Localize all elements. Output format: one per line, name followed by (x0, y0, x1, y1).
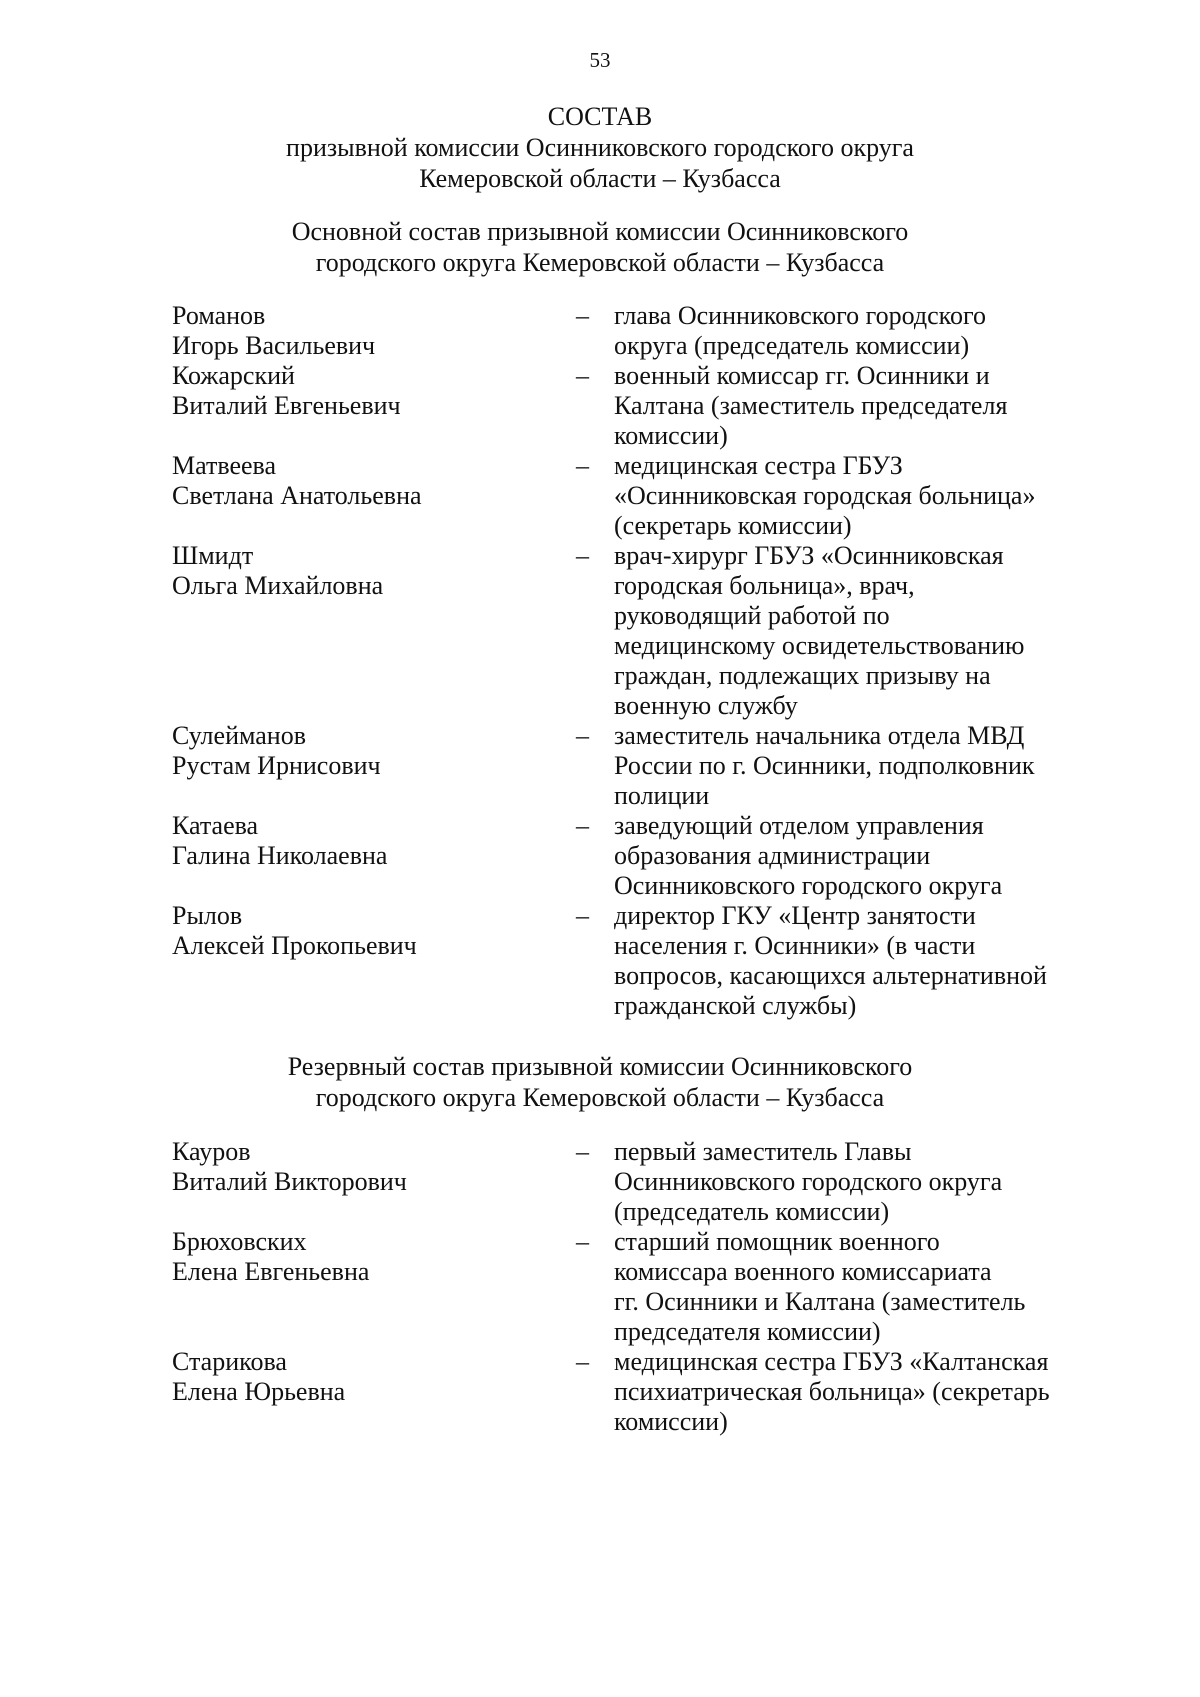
member-role (614, 451, 1094, 541)
member-dash: – (576, 1227, 589, 1256)
member-entry (0, 1347, 1200, 1437)
member-role-line: населения г. Осинники» (в части (614, 931, 976, 960)
main-section-heading (0, 216, 1200, 278)
member-name (172, 301, 552, 361)
member-entry (0, 811, 1200, 901)
member-role-line: граждан, подлежащих призыву на (614, 661, 991, 690)
main-heading-line-2: городского округа Кемеровской области – Кузбасса (315, 248, 885, 277)
member-dash: – (576, 451, 589, 480)
member-role-line: Калтана (заместитель председателя (614, 391, 1008, 420)
member-role-line: России по г. Осинники, подполковник (614, 751, 1035, 780)
reserve-members-list (0, 1137, 1200, 1437)
member-role-line: Осинниковского городского округа (614, 871, 1003, 900)
member-role-line: заведующий отделом управления (614, 811, 984, 840)
member-surname: Брюховских (172, 1227, 307, 1256)
member-entry (0, 1137, 1200, 1227)
main-members-list (0, 301, 1200, 1021)
member-dash: – (576, 901, 589, 930)
member-role (614, 1137, 1094, 1227)
title-line-1: СОСТАВ (547, 102, 653, 131)
member-role-line: округа (председатель комиссии) (614, 331, 970, 360)
member-role-line: глава Осинниковского городского (614, 301, 986, 330)
member-role (614, 301, 1094, 361)
member-surname: Кожарский (172, 361, 295, 390)
member-role (614, 901, 1094, 1021)
member-surname: Романов (172, 301, 266, 330)
member-surname: Кауров (172, 1137, 251, 1166)
title-line-2: призывной комиссии Осинниковского городского округа (286, 133, 914, 162)
member-name (172, 1227, 552, 1287)
member-role (614, 361, 1094, 451)
member-given-names: Виталий Викторович (172, 1167, 407, 1196)
member-role-line: вопросов, касающихся альтернативной (614, 961, 1047, 990)
member-role-line: (председатель комиссии) (614, 1197, 890, 1226)
member-role-line: врач-хирург ГБУЗ «Осинниковская (614, 541, 1004, 570)
member-role (614, 721, 1094, 811)
member-role-line: гражданской службы) (614, 991, 857, 1020)
member-role-line: комиссии) (614, 1407, 728, 1436)
member-entry (0, 451, 1200, 541)
member-given-names: Галина Николаевна (172, 841, 388, 870)
member-name (172, 1347, 552, 1407)
member-role (614, 541, 1094, 721)
member-surname: Старикова (172, 1347, 287, 1376)
member-role-line: медицинскому освидетельствованию (614, 631, 1025, 660)
member-name (172, 811, 552, 871)
member-given-names: Алексей Прокопьевич (172, 931, 417, 960)
member-entry (0, 301, 1200, 361)
member-name (172, 901, 552, 961)
member-given-names: Рустам Ирнисович (172, 751, 381, 780)
member-role-line: директор ГКУ «Центр занятости (614, 901, 976, 930)
member-dash: – (576, 541, 589, 570)
main-heading-line-1: Основной состав призывной комиссии Осинниковского (291, 217, 909, 246)
member-dash: – (576, 1347, 589, 1376)
member-role-line: комиссии) (614, 421, 728, 450)
member-role-line: гг. Осинники и Калтана (заместитель (614, 1287, 1026, 1316)
member-dash: – (576, 811, 589, 840)
member-role-line: психиатрическая больница» (секретарь (614, 1377, 1050, 1406)
member-given-names: Виталий Евгеньевич (172, 391, 401, 420)
member-role-line: руководящий работой по (614, 601, 890, 630)
member-given-names: Светлана Анатольевна (172, 481, 422, 510)
member-role-line: городская больница», врач, (614, 571, 915, 600)
member-name (172, 721, 552, 781)
member-entry (0, 901, 1200, 1021)
member-given-names: Игорь Васильевич (172, 331, 376, 360)
member-role-line: Осинниковского городского округа (614, 1167, 1003, 1196)
member-role-line: военный комиссар гг. Осинники и (614, 361, 990, 390)
member-role-line: образования администрации (614, 841, 931, 870)
member-surname: Катаева (172, 811, 259, 840)
member-role (614, 1227, 1094, 1347)
member-dash: – (576, 1137, 589, 1166)
member-entry (0, 541, 1200, 721)
member-role-line: «Осинниковская городская больница» (614, 481, 1036, 510)
member-surname: Сулейманов (172, 721, 306, 750)
member-role-line: военную службу (614, 691, 798, 720)
member-surname: Рылов (172, 901, 243, 930)
member-role-line: полиции (614, 781, 710, 810)
reserve-heading-line-1: Резервный состав призывной комиссии Осинниковского (287, 1052, 913, 1081)
member-role-line: председателя комиссии) (614, 1317, 881, 1346)
member-name (172, 451, 552, 511)
member-role (614, 811, 1094, 901)
member-role-line: (секретарь комиссии) (614, 511, 852, 540)
member-role-line: заместитель начальника отдела МВД (614, 721, 1025, 750)
member-given-names: Ольга Михайловна (172, 571, 384, 600)
member-role-line: первый заместитель Главы (614, 1137, 912, 1166)
member-surname: Матвеева (172, 451, 277, 480)
member-name (172, 541, 552, 601)
reserve-heading-line-2: городского округа Кемеровской области – Кузбасса (315, 1083, 885, 1112)
member-role (614, 1347, 1094, 1437)
member-entry (0, 721, 1200, 811)
member-given-names: Елена Юрьевна (172, 1377, 346, 1406)
member-role-line: медицинская сестра ГБУЗ (614, 451, 903, 480)
member-entry (0, 1227, 1200, 1347)
page-number: 53 (589, 48, 611, 72)
member-role-line: медицинская сестра ГБУЗ «Калтанская (614, 1347, 1049, 1376)
member-dash: – (576, 721, 589, 750)
document-title (0, 101, 1200, 194)
member-dash: – (576, 361, 589, 390)
member-name (172, 361, 552, 421)
member-dash: – (576, 301, 589, 330)
reserve-section-heading (0, 1051, 1200, 1113)
member-given-names: Елена Евгеньевна (172, 1257, 370, 1286)
title-line-3: Кемеровской области – Кузбасса (419, 164, 781, 193)
member-name (172, 1137, 552, 1197)
member-surname: Шмидт (172, 541, 254, 570)
member-role-line: комиссара военного комиссариата (614, 1257, 992, 1286)
member-entry (0, 361, 1200, 451)
member-role-line: старший помощник военного (614, 1227, 940, 1256)
